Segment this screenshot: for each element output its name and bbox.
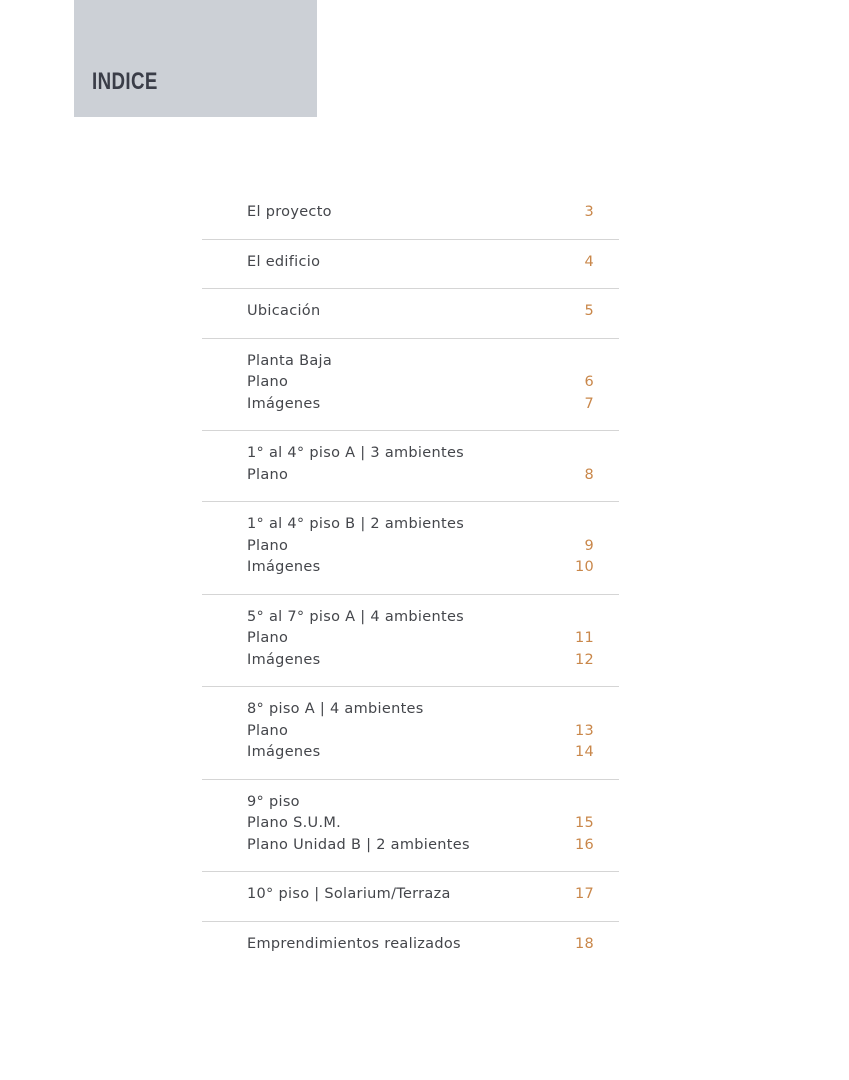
toc-label: Plano (247, 374, 289, 390)
toc-label: Planta Baja (247, 352, 333, 369)
toc-heading-row (247, 792, 594, 814)
toc-section (202, 240, 619, 290)
toc-section (202, 922, 619, 971)
toc-row[interactable] (247, 835, 594, 857)
table-of-contents (202, 190, 619, 970)
toc-label: Plano S.U.M. (247, 815, 342, 831)
toc-section (202, 872, 619, 922)
toc-section (202, 502, 619, 595)
toc-page-number: 11 (574, 630, 594, 646)
toc-section (202, 687, 619, 780)
toc-label: El edificio (247, 253, 321, 270)
toc-page-number: 15 (574, 815, 594, 831)
toc-label: Imágenes (247, 744, 321, 760)
toc-heading-row (247, 443, 594, 465)
toc-label: Plano Unidad B | 2 ambientes (247, 836, 470, 853)
toc-page-number: 7 (584, 395, 594, 412)
toc-page-number: 6 (584, 374, 594, 390)
toc-heading-row (247, 514, 594, 536)
toc-row[interactable] (247, 934, 594, 956)
toc-section (202, 431, 619, 502)
page-title: INDICE (92, 68, 158, 95)
toc-page-number: 17 (574, 886, 594, 902)
toc-row[interactable] (247, 301, 594, 323)
toc-label: Imágenes (247, 651, 321, 668)
toc-label: Ubicación (247, 303, 321, 319)
header-box (74, 0, 317, 117)
toc-row[interactable] (247, 884, 594, 906)
toc-label: Plano (247, 537, 289, 554)
toc-row[interactable] (247, 465, 594, 487)
toc-row[interactable] (247, 628, 594, 650)
toc-row[interactable] (247, 372, 594, 394)
toc-row[interactable] (247, 252, 594, 274)
toc-row[interactable] (247, 536, 594, 558)
toc-page-number: 12 (574, 651, 594, 668)
toc-label: 10° piso | Solarium/Terraza (247, 886, 451, 902)
toc-section (202, 595, 619, 688)
toc-row[interactable] (247, 557, 594, 579)
toc-label: Plano (247, 466, 289, 483)
toc-label: 9° piso (247, 793, 300, 810)
toc-label: Imágenes (247, 559, 321, 575)
toc-page-number: 14 (574, 744, 594, 760)
toc-label: El proyecto (247, 204, 332, 220)
toc-page-number: 9 (584, 537, 594, 554)
toc-label: Plano (247, 722, 289, 739)
toc-page-number: 3 (584, 204, 594, 220)
toc-heading-row (247, 607, 594, 629)
toc-page-number: 18 (574, 935, 594, 952)
toc-label: Imágenes (247, 395, 321, 412)
toc-row[interactable] (247, 202, 594, 224)
toc-row[interactable] (247, 650, 594, 672)
toc-row[interactable] (247, 742, 594, 764)
toc-heading-row (247, 699, 594, 721)
toc-label: 5° al 7° piso A | 4 ambientes (247, 608, 465, 625)
toc-page-number: 10 (574, 559, 594, 575)
toc-section (202, 289, 619, 339)
toc-page-number: 5 (584, 303, 594, 319)
toc-page-number: 8 (584, 466, 594, 483)
toc-page-number: 13 (574, 722, 594, 739)
toc-page-number: 16 (574, 836, 594, 853)
toc-row[interactable] (247, 394, 594, 416)
toc-label: 1° al 4° piso B | 2 ambientes (247, 516, 465, 532)
toc-label: 1° al 4° piso A | 3 ambientes (247, 445, 465, 461)
toc-row[interactable] (247, 813, 594, 835)
toc-row[interactable] (247, 721, 594, 743)
toc-label: Emprendimientos realizados (247, 935, 461, 952)
toc-section (202, 780, 619, 873)
toc-section (202, 190, 619, 240)
toc-label: 8° piso A | 4 ambientes (247, 701, 424, 717)
toc-heading-row (247, 351, 594, 373)
toc-page-number: 4 (584, 253, 594, 270)
toc-section (202, 339, 619, 432)
toc-label: Plano (247, 630, 289, 646)
